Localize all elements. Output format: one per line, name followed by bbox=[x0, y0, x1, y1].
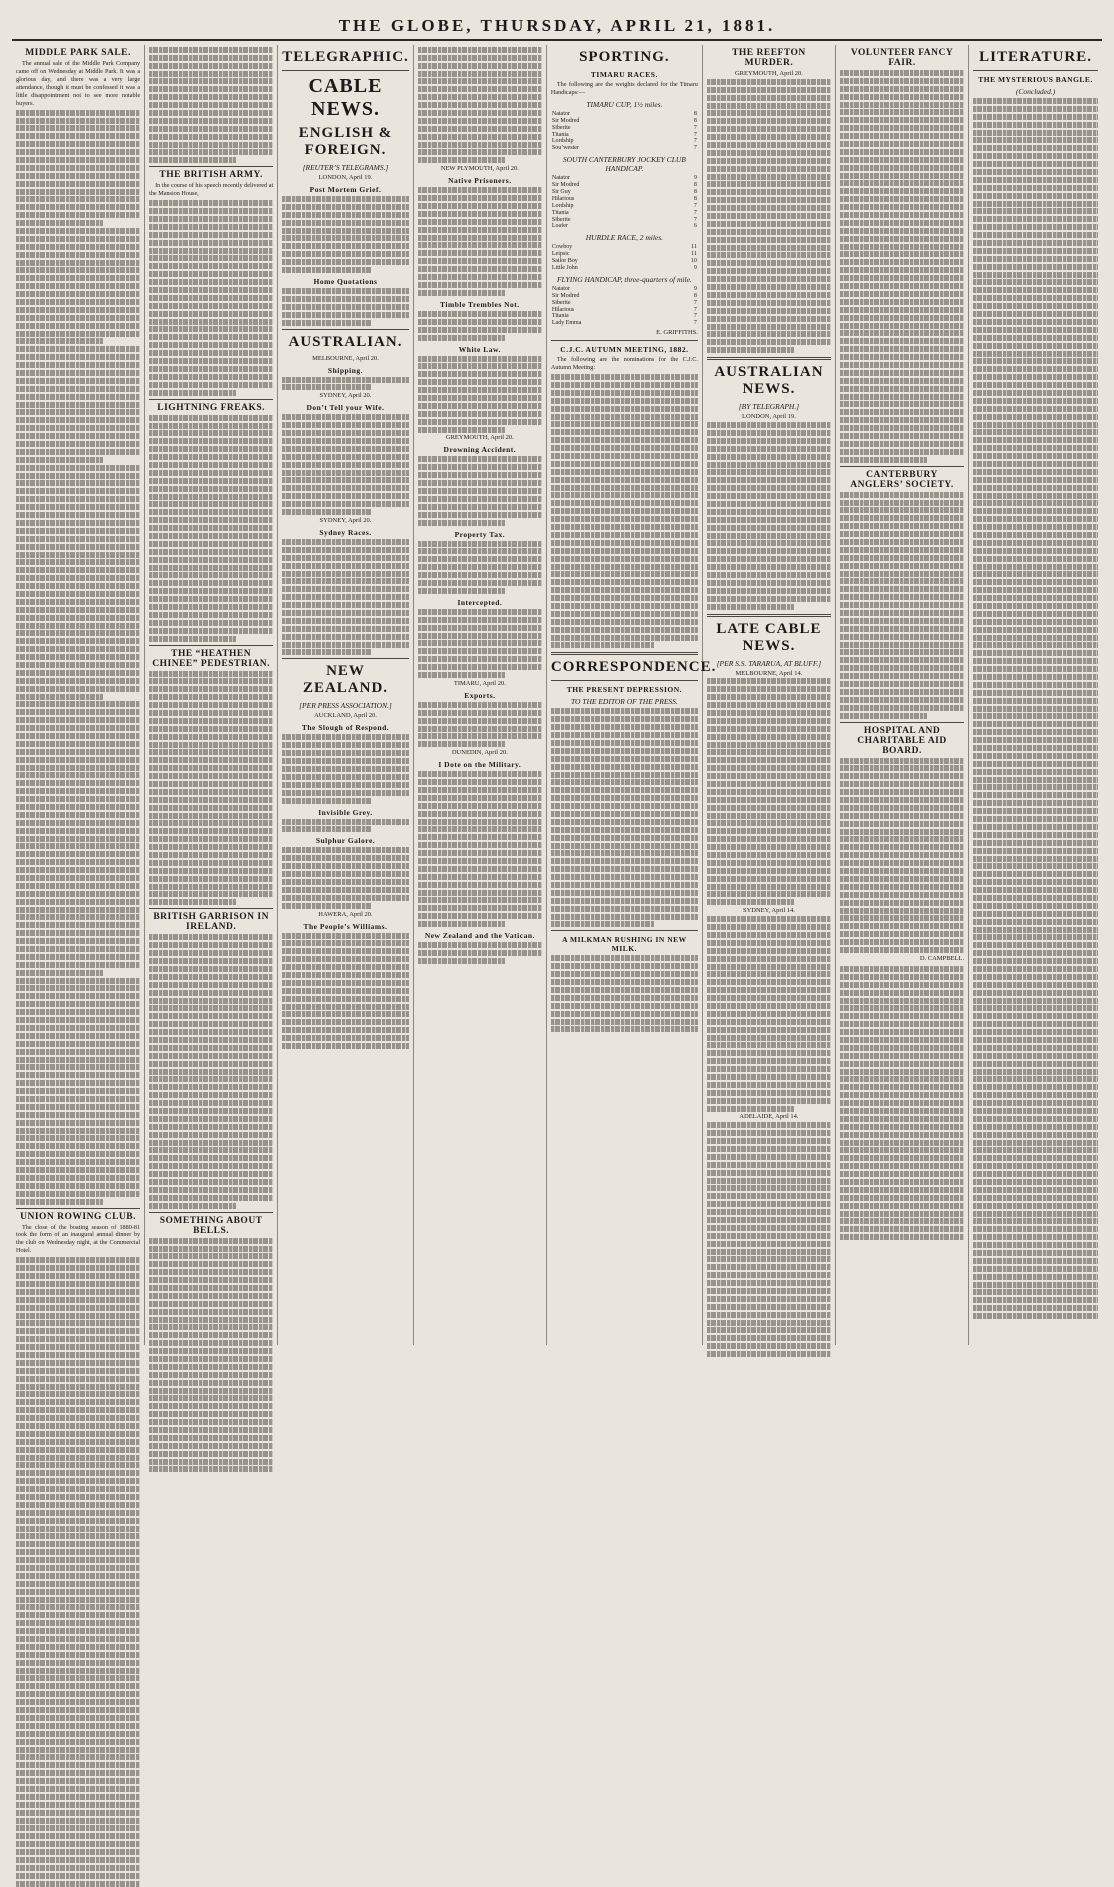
race-entry-row bbox=[551, 300, 698, 307]
horse-name: Sir Guy bbox=[551, 189, 571, 195]
horse-weight: 11 bbox=[691, 244, 697, 251]
race-entry-row bbox=[551, 132, 698, 139]
horse-weight: 7 bbox=[693, 209, 697, 216]
horse-name: Leipsic bbox=[551, 251, 570, 258]
headline-australian: AUSTRALIAN. bbox=[288, 333, 403, 350]
horse-weight: 7 bbox=[693, 320, 697, 327]
dateline: SYDNEY, April 14. bbox=[742, 907, 795, 915]
horse-name: Hilarious bbox=[551, 306, 575, 313]
race-entry-row bbox=[551, 138, 698, 145]
headline-new-zealand: NEW ZEALAND. bbox=[302, 663, 389, 697]
horse-weight: 8 bbox=[693, 292, 697, 299]
subhead-timaru-races: TIMARU RACES. bbox=[590, 70, 658, 79]
race-title: HURDLE RACE, 2 miles. bbox=[585, 233, 664, 243]
subhead: Property Tax. bbox=[454, 529, 506, 539]
reuters-credit: [REUTER’S TELEGRAMS.] bbox=[302, 163, 389, 172]
race-entry-row bbox=[551, 265, 698, 272]
horse-name: Siberite bbox=[551, 216, 571, 223]
subhead: White Law. bbox=[458, 344, 501, 354]
horse-weight: 8 bbox=[693, 182, 697, 189]
horse-name: Lordship bbox=[551, 202, 574, 209]
headline-lightning-freaks: LIGHTNING FREAKS. bbox=[157, 402, 266, 413]
article-text: The following are the nominations for the C.J.C. Autumn Meeting: bbox=[550, 356, 698, 372]
horse-weight: 7 bbox=[693, 131, 697, 138]
race-weights-table bbox=[551, 175, 698, 230]
subhead: The Slough of Respond. bbox=[301, 723, 390, 733]
dateline: ADELAIDE, April 14. bbox=[739, 1113, 799, 1121]
race-entry-row bbox=[551, 307, 698, 314]
race-entry-row bbox=[551, 111, 698, 118]
horse-name: Loafer bbox=[551, 223, 568, 230]
horse-name: Sailor Boy bbox=[551, 258, 578, 265]
horse-name: Titania bbox=[551, 313, 569, 320]
article-text: The close of the boating season of 1880-81 took the form of an inaugural annual dinner by the club on Wednesday night, at the Commercial Hotel. bbox=[16, 1223, 141, 1255]
subhead-cjc-meeting: C.J.C. AUTUMN MEETING, 1882. bbox=[560, 345, 689, 355]
dateline: TIMARU, April 20. bbox=[453, 679, 506, 687]
race-entry-row bbox=[551, 196, 698, 203]
subhead: Exports. bbox=[464, 690, 496, 700]
headline-sporting: SPORTING. bbox=[579, 49, 670, 65]
column-8 bbox=[969, 45, 1102, 1345]
subhead: Home Quotations bbox=[313, 277, 378, 287]
horse-weight: 9 bbox=[693, 175, 697, 182]
horse-name: Sir Modred bbox=[551, 117, 580, 124]
horse-weight: 8 bbox=[693, 110, 697, 117]
horse-name: Sou’wester bbox=[551, 145, 579, 152]
race-weights-table bbox=[551, 111, 698, 152]
race-weights-table bbox=[551, 244, 698, 272]
horse-weight: 8 bbox=[693, 117, 697, 124]
horse-name: Sir Modred bbox=[551, 292, 580, 299]
subhead: Invisible Grey. bbox=[318, 807, 373, 817]
column-5 bbox=[547, 45, 717, 1345]
dateline: SYDNEY, April 20. bbox=[319, 516, 372, 524]
race-entry-row bbox=[551, 286, 698, 293]
signature: D. CAMPBELL. bbox=[919, 954, 965, 962]
horse-name: Siberite bbox=[551, 299, 571, 306]
dateline: MELBOURNE, April 14. bbox=[735, 669, 803, 677]
dateline: MELBOURNE, April 20. bbox=[312, 354, 379, 362]
column-1 bbox=[12, 45, 145, 1345]
horse-weight: 7 bbox=[693, 124, 697, 131]
horse-name: Cowboy bbox=[551, 244, 573, 251]
headline-australian-news: AUSTRALIAN NEWS. bbox=[714, 364, 824, 398]
race-entry-row bbox=[551, 203, 698, 210]
race-title: FLYING HANDICAP, three-quarters of mile. bbox=[556, 274, 692, 284]
headline-british-army: THE BRITISH ARMY. bbox=[159, 170, 263, 181]
horse-name: Titania bbox=[551, 209, 569, 216]
horse-weight: 7 bbox=[693, 145, 697, 152]
headline-correspondence: CORRESPONDENCE. bbox=[550, 659, 717, 676]
dateline: LONDON, April 19. bbox=[742, 413, 796, 421]
article-text: In the course of his speech recently delivered at the Mansion House, bbox=[149, 182, 274, 198]
article-text: The following are the weights declared for the Timaru Handicaps:— bbox=[550, 81, 698, 96]
race-entry-row bbox=[551, 258, 698, 265]
dateline: SYDNEY, April 20. bbox=[319, 392, 372, 400]
masthead bbox=[12, 10, 1102, 41]
headline-telegraphic: TELEGRAPHIC. bbox=[282, 49, 409, 65]
press-association-credit: [PER PRESS ASSOCIATION.] bbox=[299, 701, 392, 711]
horse-name: Titania bbox=[551, 131, 569, 138]
letter-address: TO THE EDITOR OF THE PRESS. bbox=[570, 697, 678, 707]
subhead: Post Mortem Grief. bbox=[309, 185, 382, 194]
dateline: GREYMOUTH, April 20. bbox=[734, 70, 803, 77]
race-entry-row bbox=[551, 189, 698, 196]
subhead: I Dote on the Military. bbox=[438, 760, 522, 770]
subhead: New Zealand and the Vatican. bbox=[424, 931, 535, 941]
horse-weight: 8 bbox=[693, 189, 697, 195]
concluded-note: (Concluded.) bbox=[1015, 87, 1056, 96]
telegraph-credit: [BY TELEGRAPH.] bbox=[738, 402, 800, 412]
dateline: AUCKLAND, April 20. bbox=[314, 712, 377, 720]
headline-something-about-bells: SOMETHING ABOUT BELLS. bbox=[159, 1215, 263, 1236]
horse-name: Hilarious bbox=[551, 195, 575, 202]
subhead: Drowning Accident. bbox=[443, 445, 517, 455]
horse-name: Natator bbox=[551, 175, 570, 182]
dateline: GREYMOUTH, April 20. bbox=[445, 434, 514, 442]
dateline: LONDON, April 19. bbox=[318, 174, 373, 181]
horse-weight: 7 bbox=[693, 138, 697, 145]
race-entry-row bbox=[551, 251, 698, 258]
dateline: DUNEDIN, April 20. bbox=[451, 749, 508, 757]
horse-name: Sir Modred bbox=[551, 182, 580, 189]
headline-canterbury-anglers: CANTERBURY ANGLERS’ SOCIETY. bbox=[850, 469, 954, 490]
race-title: SOUTH CANTERBURY JOCKEY CLUB HANDICAP. bbox=[562, 155, 686, 174]
subhead-mysterious-bangle: THE MYSTERIOUS BANGLE. bbox=[978, 75, 1093, 84]
headline-hospital-board: HOSPITAL AND CHARITABLE AID BOARD. bbox=[857, 725, 947, 756]
headline-cable-news: CABLE NEWS. bbox=[308, 75, 383, 120]
horse-name: Little John bbox=[551, 265, 578, 272]
column-6 bbox=[703, 45, 836, 1345]
race-entry-row bbox=[551, 118, 698, 125]
race-entry-row bbox=[551, 244, 698, 251]
race-entry-row bbox=[551, 320, 698, 327]
headline-late-cable-news: LATE CABLE NEWS. bbox=[716, 620, 822, 654]
race-entry-row bbox=[551, 313, 698, 320]
race-entry-row bbox=[551, 145, 698, 152]
race-entry-row bbox=[551, 210, 698, 217]
headline-reefton-murder: THE REEFTON MURDER. bbox=[732, 48, 806, 68]
masthead-title: THE GLOBE, THURSDAY, APRIL 21, 1881. bbox=[338, 16, 776, 35]
race-entry-row bbox=[551, 223, 698, 230]
column-2 bbox=[145, 45, 278, 1345]
column-4 bbox=[414, 45, 547, 1345]
headline-union-rowing-club: UNION ROWING CLUB. bbox=[20, 1211, 136, 1222]
dateline: HAWERA, April 20. bbox=[318, 910, 373, 918]
headline-middle-park-sale: MIDDLE PARK SALE. bbox=[25, 48, 131, 58]
horse-weight: 11 bbox=[691, 251, 697, 258]
horse-weight: 7 bbox=[693, 299, 697, 306]
race-entry-row bbox=[551, 293, 698, 300]
horse-weight: 6 bbox=[693, 223, 697, 230]
subhead: Shipping. bbox=[327, 365, 364, 375]
tararua-credit: [PER S.S. TARARUA, AT BLUFF.] bbox=[716, 658, 822, 668]
horse-weight: 9 bbox=[693, 285, 697, 292]
column-7 bbox=[836, 45, 969, 1345]
headline-volunteer-fancy-fair: VOLUNTEER FANCY FAIR. bbox=[850, 48, 954, 68]
horse-weight: 9 bbox=[693, 265, 697, 272]
subhead: Intercepted. bbox=[457, 597, 503, 607]
horse-name: Lordship bbox=[551, 138, 574, 145]
horse-name: Siberite bbox=[551, 124, 571, 131]
subhead-milkman: A MILKMAN RUSHING IN NEW MILK. bbox=[562, 935, 687, 954]
horse-name: Natator bbox=[551, 110, 570, 117]
subhead: Native Prisoners. bbox=[448, 176, 512, 186]
columns bbox=[12, 45, 1102, 1345]
race-entry-row bbox=[551, 182, 698, 189]
subhead: Sydney Races. bbox=[319, 527, 372, 537]
horse-name: Lady Emma bbox=[551, 320, 582, 327]
race-title: TIMARU CUP, 1½ miles. bbox=[586, 99, 663, 109]
dateline: NEW PLYMOUTH, April 20. bbox=[440, 165, 519, 173]
horse-weight: 7 bbox=[693, 313, 697, 320]
signature: E. GRIFFITHS. bbox=[656, 329, 698, 337]
race-entry-row bbox=[551, 175, 698, 182]
headline-british-garrison-ireland: BRITISH GARRISON IN IRELAND. bbox=[153, 912, 269, 933]
race-entry-row bbox=[551, 125, 698, 132]
horse-weight: 8 bbox=[693, 195, 697, 202]
headline-heathen-chinee: THE “HEATHEN CHINEE” PEDESTRIAN. bbox=[152, 648, 270, 669]
subhead: Don’t Tell your Wife. bbox=[306, 403, 385, 413]
subhead: Sulphur Galore. bbox=[315, 836, 376, 846]
horse-weight: 7 bbox=[693, 202, 697, 209]
subhead-present-depression: THE PRESENT DEPRESSION. bbox=[566, 685, 683, 695]
subhead: The People’s Williams. bbox=[303, 921, 388, 931]
race-weights-table bbox=[551, 286, 698, 327]
headline-literature: LITERATURE. bbox=[979, 49, 1092, 65]
column-3 bbox=[278, 45, 414, 1345]
horse-weight: 10 bbox=[690, 258, 697, 265]
horse-weight: 7 bbox=[693, 216, 697, 223]
headline-english-foreign: ENGLISH & FOREIGN. bbox=[298, 125, 393, 158]
article-text: The annual sale of the Middle Park Company came off on Wednesday at Middle Park. It was a glorious day, and there was a very large attendance, though it must be confessed it was a little disappointment not to see more notable buyers. bbox=[16, 60, 141, 107]
subhead: Timble Trembles Not. bbox=[440, 299, 520, 309]
horse-name: Natator bbox=[551, 285, 570, 292]
horse-weight: 7 bbox=[693, 306, 697, 313]
race-entry-row bbox=[551, 217, 698, 224]
